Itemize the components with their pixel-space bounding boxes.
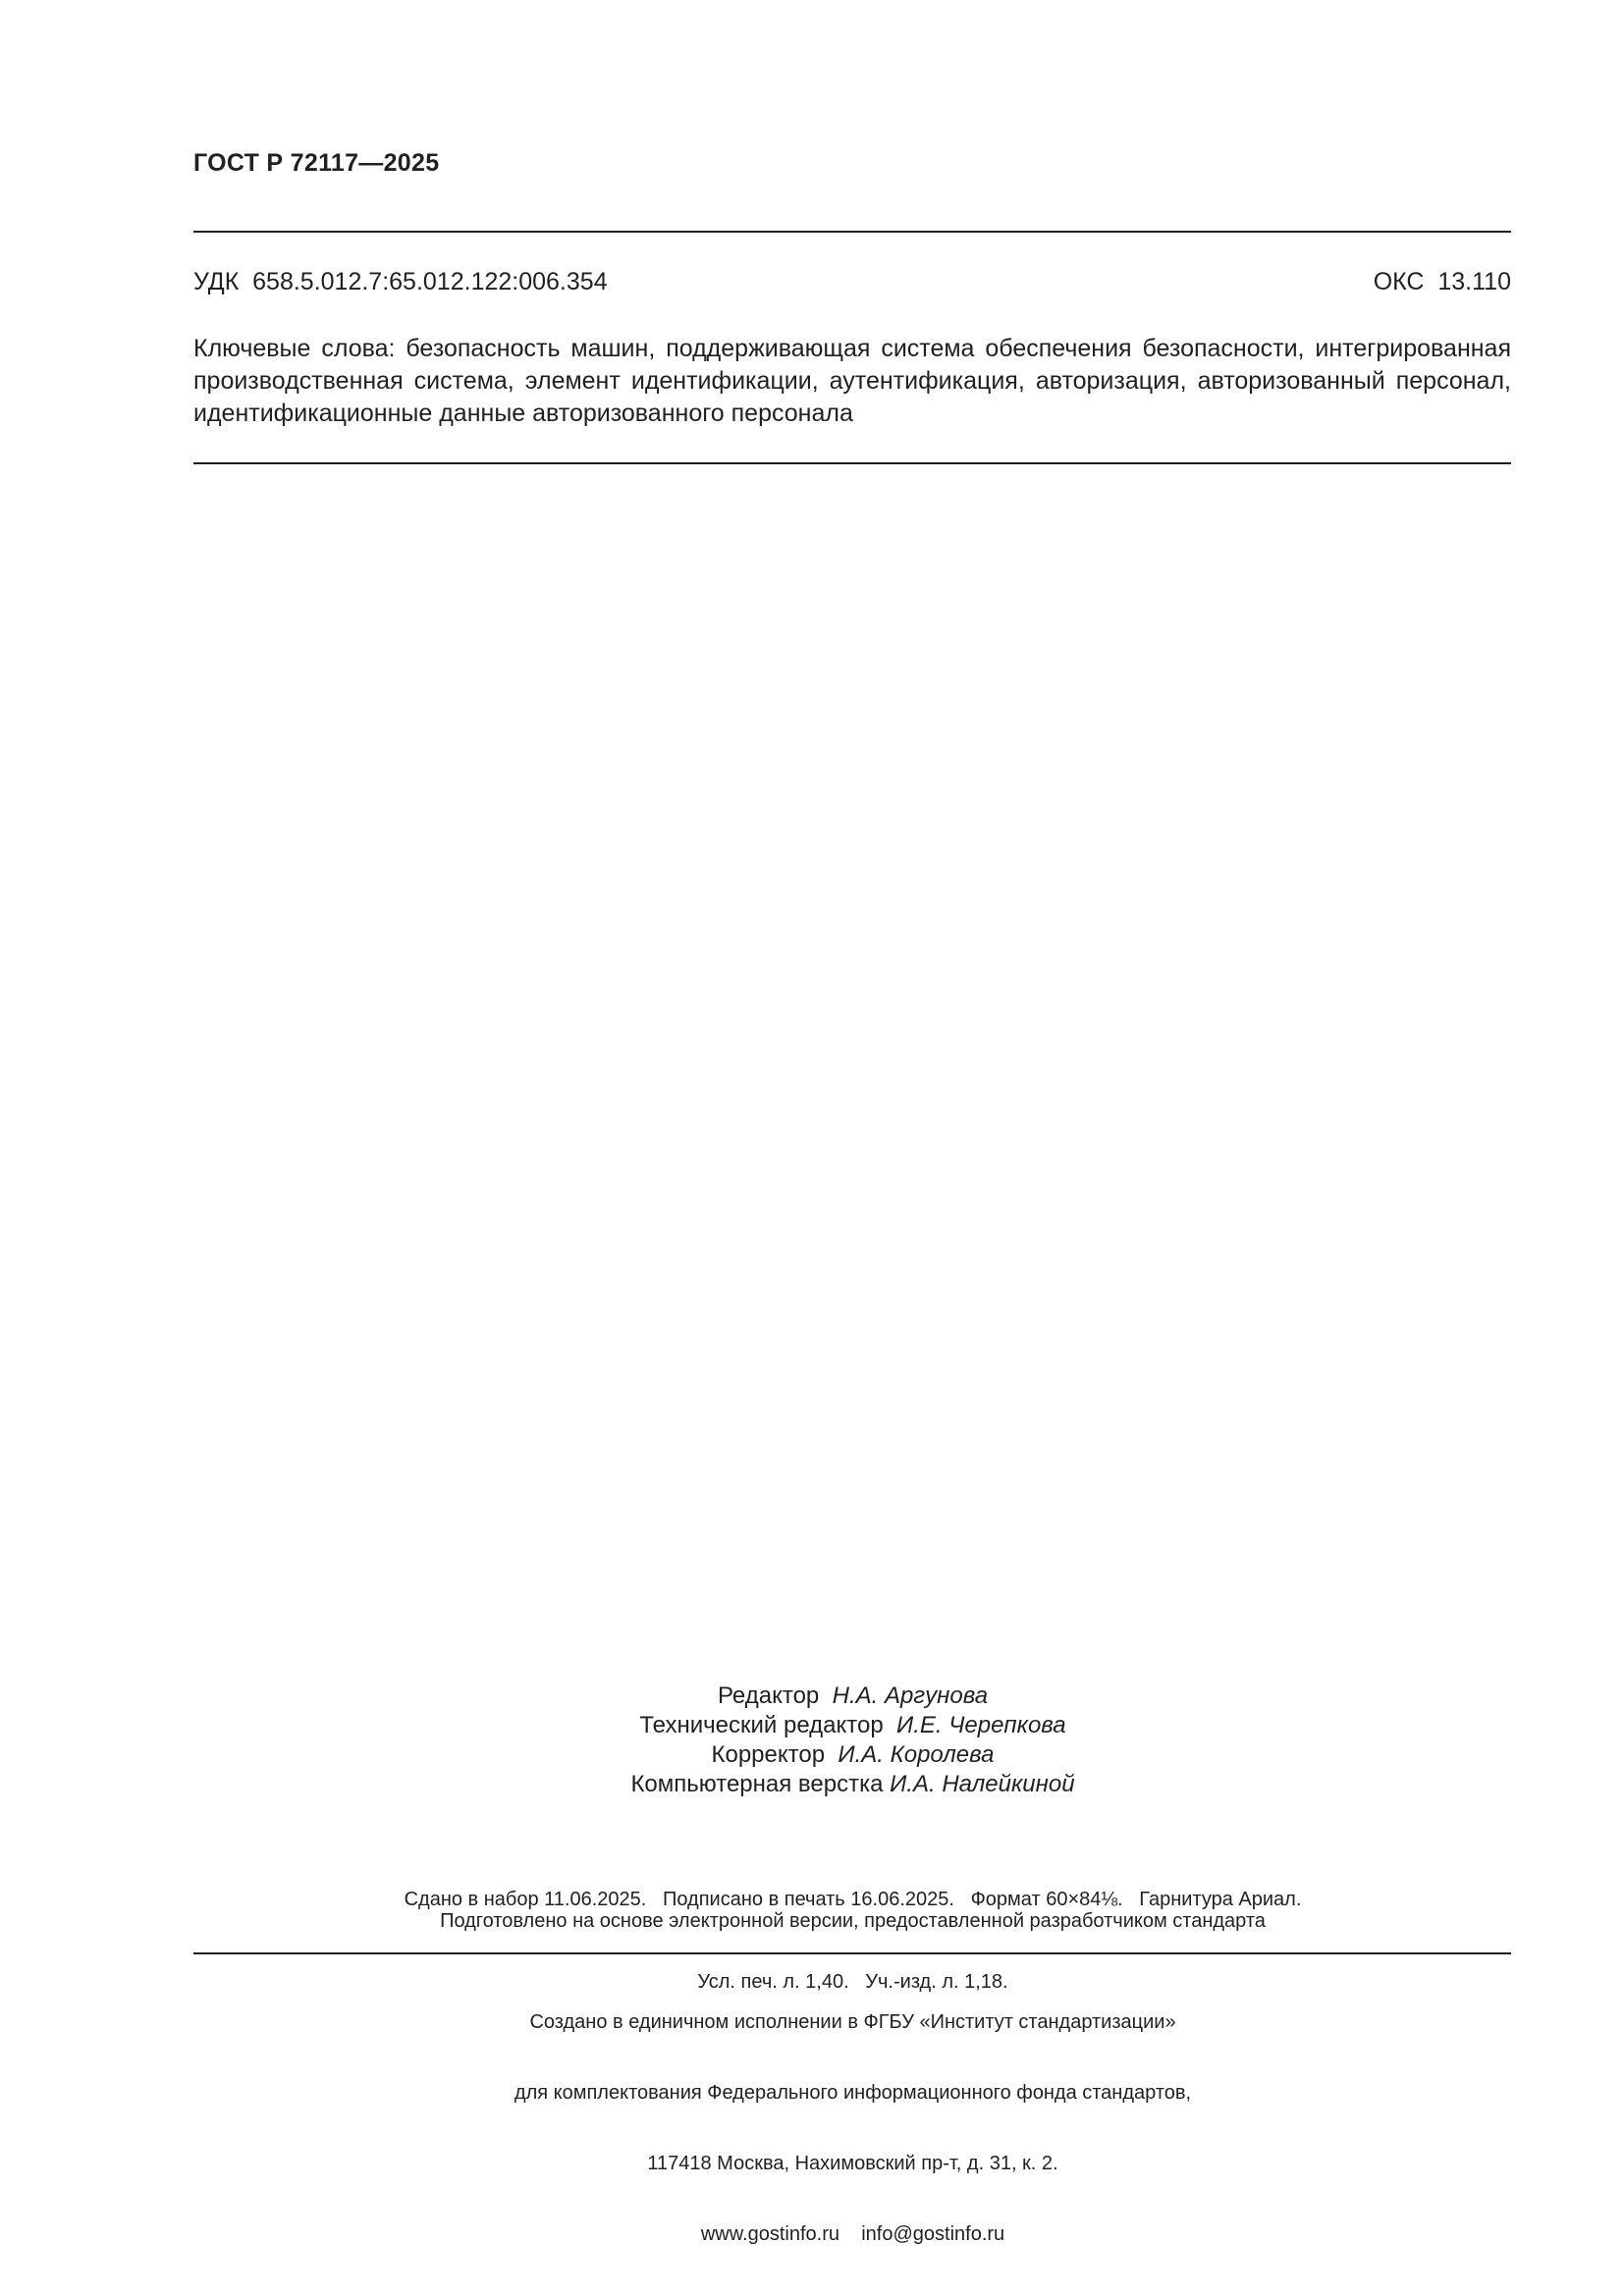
credit-line <box>0 1682 1624 1711</box>
credit-line <box>0 1740 1624 1770</box>
keywords-divider <box>193 462 1511 464</box>
publisher-imprint <box>0 1963 1624 2269</box>
oks-code: ОКС 13.110 <box>1373 268 1511 295</box>
publisher-line: 117418 Москва, Нахимовский пр-т, д. 31, к. 2. <box>647 2153 1058 2174</box>
publisher-line: для комплектования Федерального информационного фонда стандартов, <box>514 2082 1192 2104</box>
top-divider <box>193 231 1511 233</box>
print-info-line: Усл. печ. л. 1,40. Уч.-изд. л. 1,18. <box>697 1971 1008 1993</box>
document-code: ГОСТ Р 72117—2025 <box>193 149 440 177</box>
keywords-paragraph: Ключевые слова: безопасность машин, поддерживающая система обеспечения безопасности, интегрированная производственная система, элемент идентификации, аутентификация, авторизация, авторизованный персонал, идентификационные данные авторизованного персонала <box>193 335 1511 427</box>
publisher-line: Создано в единичном исполнении в ФГБУ «Институт стандартизации» <box>529 2011 1176 2033</box>
credit-role: Компьютерная верстка <box>630 1771 884 1797</box>
credit-name: И.А. Налейкиной <box>890 1771 1075 1797</box>
credit-role: Технический редактор <box>639 1712 884 1738</box>
credit-role: Корректор <box>711 1741 826 1768</box>
credit-line <box>0 1770 1624 1799</box>
credit-name: Н.А. Аргунова <box>832 1682 989 1709</box>
credit-role: Редактор <box>717 1682 820 1709</box>
print-info-line: Сдано в набор 11.06.2025. Подписано в печать 16.06.2025. Формат 60×84⅛. Гарнитура Ариал. <box>404 1889 1302 1910</box>
classification-row <box>193 268 1511 296</box>
prepared-note: Подготовлено на основе электронной версии, предоставленной разработчиком стандарта <box>440 1910 1266 1932</box>
udk-code: УДК 658.5.012.7:65.012.122:006.354 <box>193 268 608 295</box>
credits-block <box>0 1682 1624 1799</box>
credit-name: И.Е. Черепкова <box>896 1712 1066 1738</box>
credit-line <box>0 1711 1624 1740</box>
publisher-contacts: www.gostinfo.ru info@gostinfo.ru <box>700 2223 1005 2245</box>
credit-name: И.А. Королева <box>838 1741 995 1768</box>
imprint-divider <box>193 1952 1511 1954</box>
